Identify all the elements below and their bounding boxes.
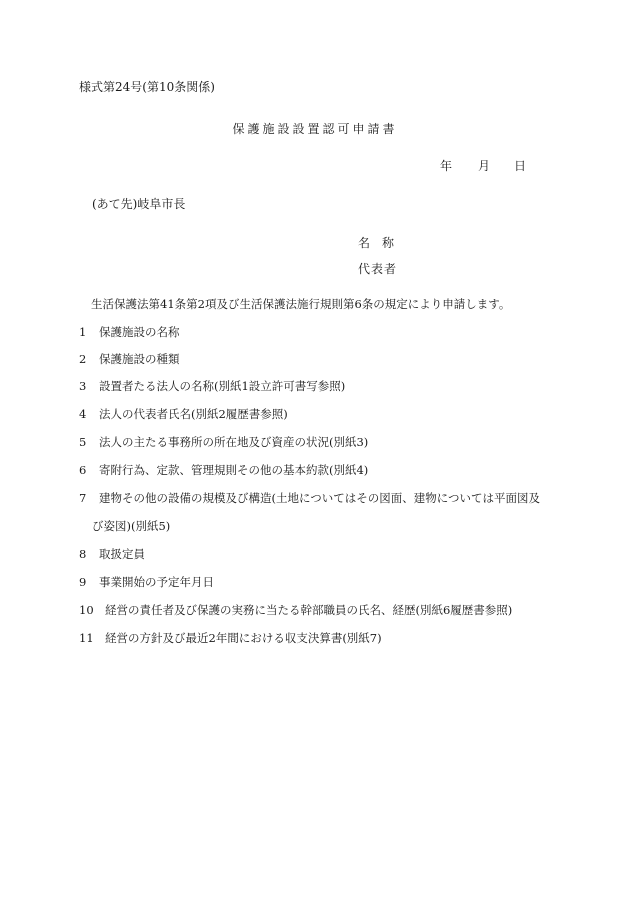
document-title: 保護施設設置認可申請書	[232, 122, 398, 136]
item-text: 経営の責任者及び保護の実務に当たる幹部職員の氏名、経歴(別紙6履歴書参照)	[105, 603, 513, 617]
item-text: 設置者たる法人の名称(別紙1設立許可書写参照)	[99, 379, 346, 393]
item-number: 11	[79, 631, 94, 645]
applicant-name-label: 名称	[358, 236, 407, 250]
item-text: 取扱定員	[99, 547, 145, 561]
item-text: 事業開始の予定年月日	[99, 575, 214, 589]
applicant-representative-label: 代表者	[358, 262, 398, 276]
item-number: 10	[79, 603, 94, 617]
form-number: 様式第24号(第10条関係)	[79, 80, 215, 94]
list-item	[79, 409, 288, 421]
item-number: 7	[79, 491, 87, 505]
item-continuation: び姿図)(別紙5)	[92, 519, 171, 533]
list-item	[79, 327, 180, 339]
date-month-label: 月	[478, 159, 491, 173]
item-number: 4	[79, 407, 87, 421]
addressee: (あて先)岐阜市長	[92, 197, 186, 211]
item-number: 2	[79, 352, 87, 366]
item-text: 保護施設の名称	[99, 325, 180, 339]
item-number: 1	[79, 325, 87, 339]
list-item	[79, 549, 145, 561]
item-text: 法人の代表者氏名(別紙2履歴書参照)	[99, 407, 288, 421]
list-item	[79, 437, 368, 449]
list-item	[79, 493, 540, 505]
item-number: 3	[79, 379, 87, 393]
list-item	[79, 633, 382, 645]
intro-statement: 生活保護法第41条第2項及び生活保護法施行規則第6条の規定により申請します。	[91, 297, 511, 311]
item-text: 保護施設の種類	[99, 352, 180, 366]
list-item	[79, 381, 345, 393]
item-text: 法人の主たる事務所の所在地及び資産の状況(別紙3)	[99, 435, 369, 449]
item-text: 建物その他の設備の規模及び構造(土地についてはその図面、建物については平面図及	[99, 491, 541, 505]
item-number: 9	[79, 575, 87, 589]
item-number: 5	[79, 435, 87, 449]
date-year-label: 年	[440, 159, 453, 173]
list-item	[79, 605, 512, 617]
date-day-label: 日	[514, 159, 527, 173]
item-number: 6	[79, 463, 87, 477]
item-number: 8	[79, 547, 87, 561]
list-item	[79, 465, 368, 477]
item-text: 寄附行為、定款、管理規則その他の基本約款(別紙4)	[99, 463, 369, 477]
list-item	[79, 354, 180, 366]
item-text: 経営の方針及び最近2年間における収支決算書(別紙7)	[105, 631, 382, 645]
list-item	[79, 577, 214, 589]
